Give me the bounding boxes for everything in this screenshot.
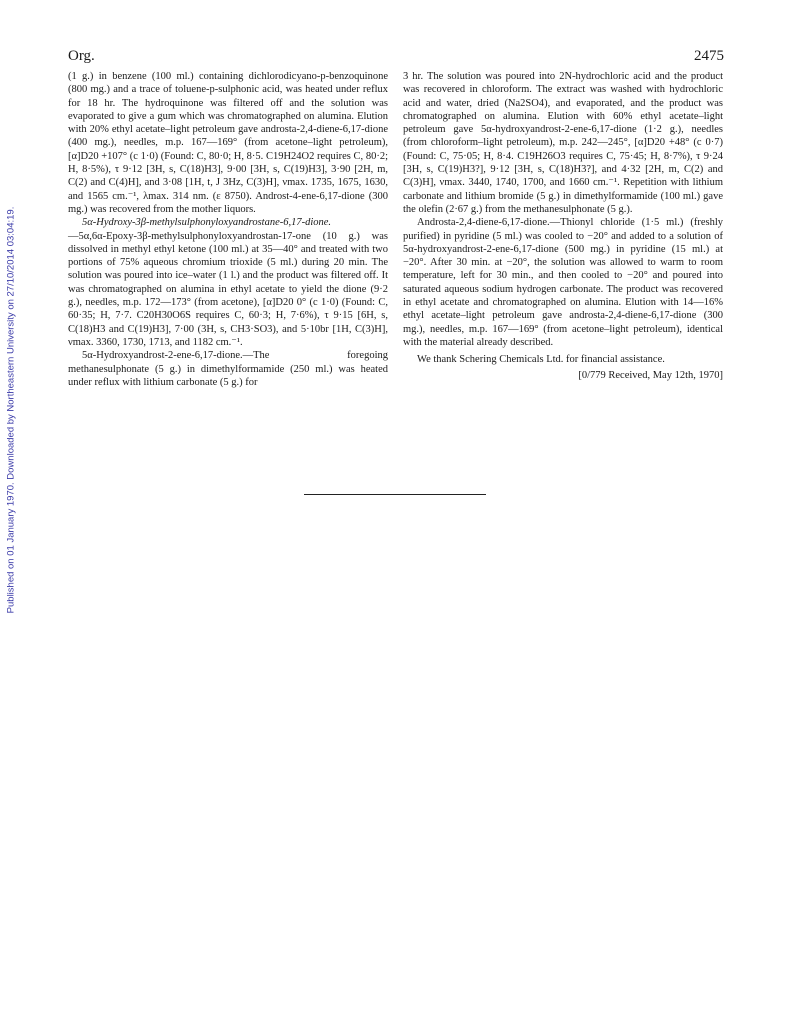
paragraph: —5α,6α-Epoxy-3β-methylsulphonyloxyandrostan-17-one (10 g.) was dissolved in methyl ethyl ketone (100 ml.) at 35—40° and treated with two portions of 75% aqueous chromium trioxide (5 ml.) during 20 min. The solution was poured into ice–water (1 l.) and the product was filtered off. It was chromatographed on alumina in ethyl acetate to yield the dione (9·2 g.), needles, m.p. 172—173° (from acetone), [α]D20 0° (c 1·0) (Found: C, 60·35; H, 7·7. C20H30O6S requires C, 60·3; H, 7·6%), τ 9·15 [6H, s, C(18)H3 and C(19)H3], 7·00 (3H, s, CH3·SO3), and 5·10br [1H, C(3)H], νmax. 3360, 1730, 1713, and 1182 cm.⁻¹. — [68, 230, 388, 348]
paragraph: (1 g.) in benzene (100 ml.) containing dichlorodicyano-p-benzoquinone (800 mg.) and a trace of toluene-p-sulphonic acid, was heated under reflux for 18 hr. The hydroquinone was filtered off and the solution was evaporated to give a gum which was chromatographed on alumina. Elution with 20% ethyl acetate–light petroleum gave androsta-2,4-diene-6,17-dione (400 mg.), needles, m.p. 167—169° (from acetone–light petroleum), [α]D20 +107° (c 1·0) (Found: C, 80·0; H, 8·5. C19H24O2 requires C, 80·2; H, 8·5%), τ 9·12 [3H, s, C(18)H3], 9·00 [3H, s, C(19)H3], 3·90 [2H, m, C(2) and C(4)H], and 3·08 [1H, t, J 3Hz, C(3)H], νmax. 1735, 1675, 1630, and 1565 cm.⁻¹, λmax. 314 nm. (ε 8750). Androst-4-ene-6,17-dione (300 mg.) was recovered from the mother liquors. — [68, 71, 388, 215]
right-column — [403, 70, 723, 382]
left-column — [68, 70, 388, 389]
section-heading — [68, 216, 388, 229]
paragraph: Androsta-2,4-diene-6,17-dione.—Thionyl chloride (1·5 ml.) (freshly purified) in pyridine (5 ml.) was cooled to −20° and added to a solution of 5α-hydroxyandrost-2-ene-6,17-dione (500 mg.) in pyridine (15 ml.) at −20°. After 30 min. at −20°, the solution was allowed to warm to room temperature, left for 30 min., and then cooled to −20° and poured into saturated aqueous sodium hydrogen carbonate. The product was recovered in ethyl acetate and chromatographed on alumina. Elution with 14—16% ethyl acetate–light petroleum gave androsta-2,4-diene-6,17-dione (300 mg.), needles, m.p. 167—169° (from acetone–light petroleum), identical with the material already described. — [403, 217, 723, 348]
acknowledgement: We thank Schering Chemicals Ltd. for financial assistance. — [417, 354, 665, 366]
paragraph: 3 hr. The solution was poured into 2N-hydrochloric acid and the product was recovered in chloroform. The extract was washed with hydrochloric acid and water, dried (Na2SO4), and evaporated, and the product was chromatographed on alumina. Elution with 60% ethyl acetate–light petroleum gave 5α-hydroxyandrost-2-ene-6,17-dione (1·2 g.), needles (from chloroform–light petroleum), m.p. 242—245°, [α]D20 +48° (c 0·7) (Found: C, 75·05; H, 8·4. C19H26O3 requires C, 75·45; H, 8·7%), τ 9·24 [3H, s, C(19)H3?], 9·12 [3H, s, C(18)H3?], and 4·32 [2H, m, C(2) and C(3)H], νmax. 3440, 1740, 1700, and 1660 cm.⁻¹. Repetition with lithium carbonate and lithium bromide (5 g.) in dimethylformamide (100 ml.) gave the olefin (2·67 g.) from the methanesulphonate (5 g.). — [403, 71, 723, 215]
journal-header: Org. — [68, 48, 95, 64]
download-notice — [4, 180, 18, 640]
end-rule — [304, 494, 486, 495]
download-notice-text: Published on 01 January 1970. Downloaded by Northeastern University on 27/10/2014 03:04:19. — [5, 206, 17, 614]
paragraph: 5α-Hydroxyandrost-2-ene-6,17-dione.—The foregoing methanesulphonate (5 g.) in dimethylformamide (250 ml.) was heated under reflux with lithium carbonate (5 g.) for — [68, 350, 388, 388]
section-heading-title: 5α-Hydroxy-3β-methylsulphonyloxyandrostane-6,17-dione. — [82, 217, 332, 229]
page-number: 2475 — [694, 48, 724, 64]
received-date: [0/779 Received, May 12th, 1970] — [578, 369, 723, 381]
